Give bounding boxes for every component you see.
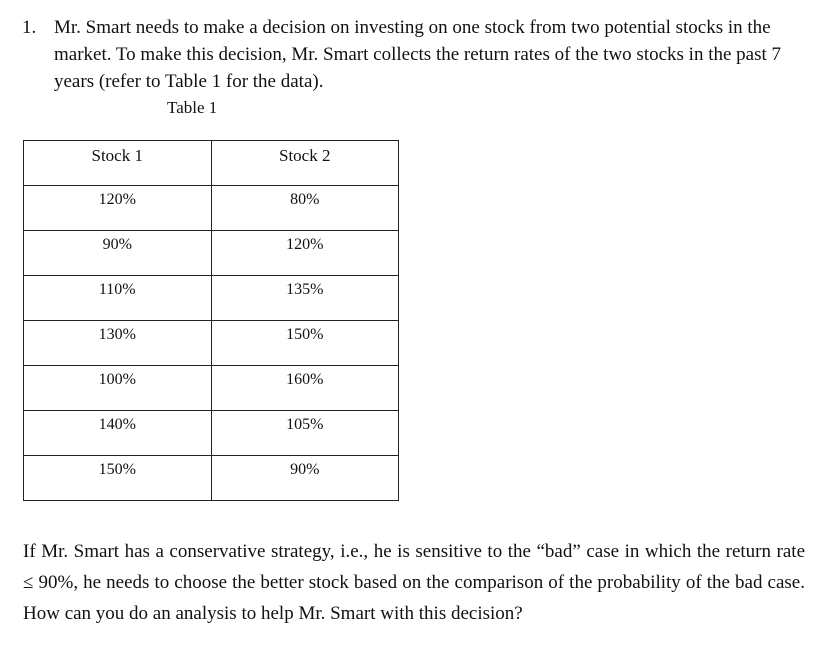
table-row — [24, 231, 399, 276]
header-stock-1: Stock 1 — [24, 141, 212, 186]
question-text: Mr. Smart needs to make a decision on investing on one stock from two potential stocks in the market. To make this decision, Mr. Smart collects the return rates of the two stocks in the past 7 years (refer to Table 1 for the data). — [54, 17, 782, 92]
table-cell: 90% — [211, 456, 399, 501]
question-block — [22, 14, 812, 95]
table-cell: 150% — [211, 321, 399, 366]
table-cell: 140% — [24, 411, 212, 456]
table-row — [24, 366, 399, 411]
table-cell: 160% — [211, 366, 399, 411]
table-cell: 135% — [211, 276, 399, 321]
table-cell: 100% — [24, 366, 212, 411]
table-cell: 105% — [211, 411, 399, 456]
table-row — [24, 186, 399, 231]
table-cell: 110% — [24, 276, 212, 321]
table-row — [24, 411, 399, 456]
table-cell: 120% — [211, 231, 399, 276]
table-caption: Table 1 — [167, 98, 218, 117]
table-header-row — [24, 141, 399, 186]
return-rates-table — [23, 140, 399, 501]
table-cell: 90% — [24, 231, 212, 276]
table-row — [24, 321, 399, 366]
table-cell: 80% — [211, 186, 399, 231]
table-cell: 120% — [24, 186, 212, 231]
header-stock-2: Stock 2 — [211, 141, 399, 186]
question-number: 1. — [22, 17, 37, 38]
table-cell: 130% — [24, 321, 212, 366]
table-row — [24, 456, 399, 501]
table-row — [24, 276, 399, 321]
followup-question-text: If Mr. Smart has a conservative strategy, i.e., he is sensitive to the “bad” case in which the return rate ≤ 90%, he needs to choose the better stock based on the comparison of the probability of the bad case. How can you do an analysis to help Mr. Smart with this decision? — [23, 541, 805, 624]
table-cell: 150% — [24, 456, 212, 501]
